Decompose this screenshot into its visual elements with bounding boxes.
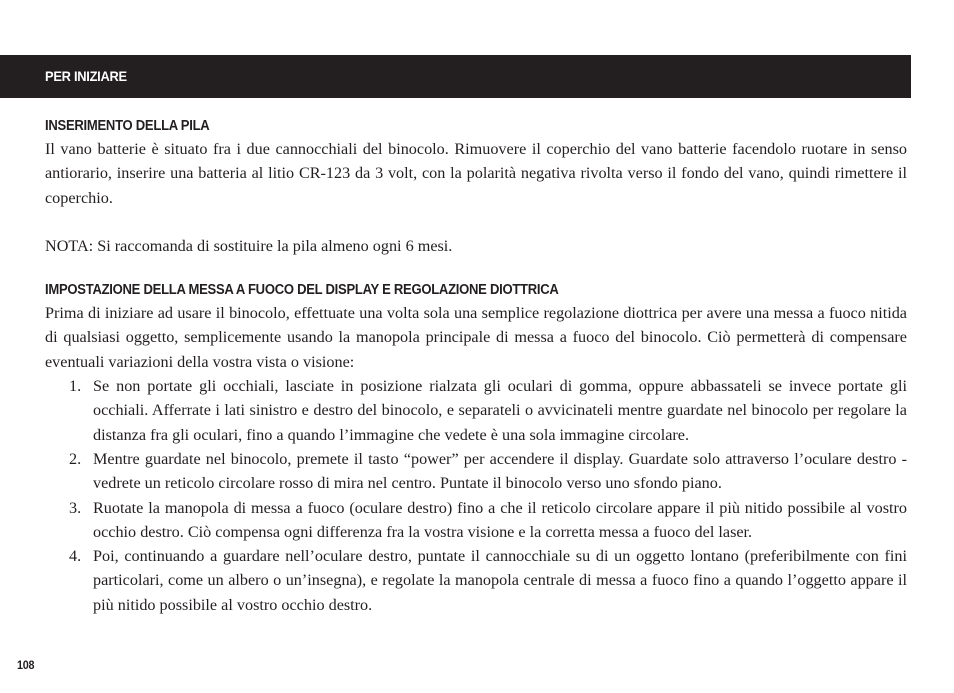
section-header-bar — [0, 55, 911, 98]
step-text: Poi, continuando a guardare nell’oculare destro, puntate il cannocchiale su di un oggetto lontano (preferibilmente con fini particolari, come un albero o un’insegna), e regolate la manopola centrale di messa a fuoco fino a quando l’oggetto appare il più nitido possibile al vostro occhio destro. — [93, 547, 907, 614]
list-item — [45, 544, 907, 617]
heading-focus-diopter: IMPOSTAZIONE DELLA MESSA A FUOCO DEL DISPLAY E REGOLAZIONE DIOTTRICA — [45, 282, 559, 299]
step-number: 3. — [69, 498, 82, 517]
step-number: 4. — [69, 547, 82, 566]
focus-steps-list — [45, 374, 907, 617]
battery-note: NOTA: Si raccomanda di sostituire la pila almeno ogni 6 mesi. — [45, 236, 453, 255]
section-header-title: PER INIZIARE — [45, 68, 127, 84]
page-number: 108 — [17, 658, 35, 672]
focus-diopter-intro: Prima di iniziare ad usare il binocolo, effettuate una volta sola una semplice regolazione diottrica per avere una messa a fuoco nitida di qualsiasi oggetto, semplicemente usando la manopola principale di messa a fuoco del binocolo. Ciò permetterà di compensare eventuali variazioni della vostra vista o visione: — [45, 304, 907, 371]
list-item — [45, 374, 907, 447]
step-text: Se non portate gli occhiali, lasciate in posizione rialzata gli oculari di gomma, oppure abbassateli se invece portate gli occhiali. Afferrate i lati sinistro e destro del binocolo, e separateli o avvicinateli mentre guardate nel binocolo per regolare la distanza fra gli oculari, fino a quando l’immagine che vedete è una sola immagine circolare. — [93, 377, 907, 444]
step-text: Ruotate la manopola di messa a fuoco (oculare destro) fino a che il reticolo circolare appare il più nitido possibile al vostro occhio destro. Ciò compensa ogni differenza fra la vostra visione e la corretta messa a fuoco del laser. — [93, 498, 907, 541]
step-text: Mentre guardate nel binocolo, premete il tasto “power” per accendere il display. Guardate solo attraverso l’oculare destro - vedrete un reticolo circolare rosso di mira nel centro. Puntate il binocolo verso uno sfondo piano. — [93, 449, 907, 493]
battery-insertion-body: Il vano batterie è situato fra i due cannocchiali del binocolo. Rimuovere il coperchio del vano batterie facendolo ruotare in senso antiorario, inserire una batteria al litio CR-123 da 3 volt, con la polarità negativa rivolta verso il fondo del vano, quindi rimettere il coperchio. — [45, 140, 907, 207]
step-number: 1. — [69, 377, 82, 396]
page-content — [45, 115, 907, 617]
step-number: 2. — [69, 449, 82, 468]
list-item — [45, 496, 907, 545]
list-item — [45, 447, 907, 496]
heading-battery-insertion: INSERIMENTO DELLA PILA — [45, 118, 210, 134]
